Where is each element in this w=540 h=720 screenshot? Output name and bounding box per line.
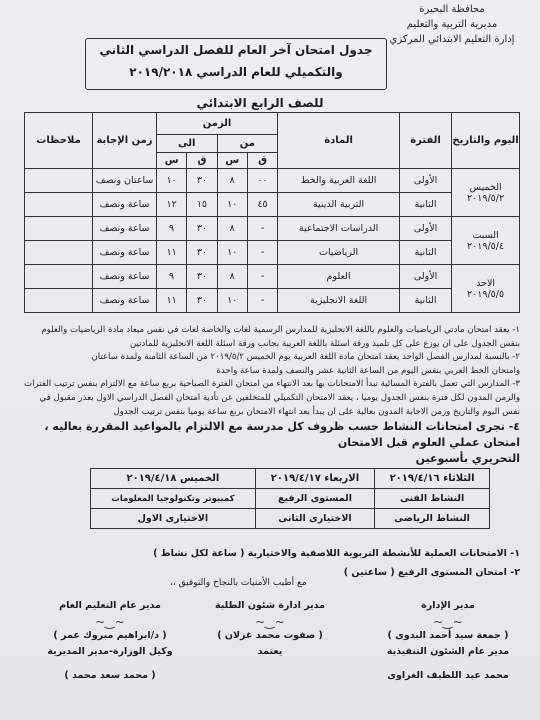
col-to-q: ق [187, 153, 217, 169]
table-row [91, 469, 490, 489]
document-title [85, 38, 387, 90]
to-s-cell: ١٠ [156, 169, 186, 193]
signature-subtitle: مدير عام الشئون التنفيذية [386, 646, 510, 657]
to-q-cell: ٣٠ [187, 265, 217, 289]
activity-cell: الاختيارى الثانى [255, 509, 374, 529]
signature-name-2: ( محمد سعد محمد ) [64, 670, 156, 681]
duration-cell: ساعة ونصف [93, 241, 157, 265]
signature-name: ( صفوت محمد غزلان ) [217, 630, 323, 641]
duration-cell: ساعة ونصف [93, 193, 157, 217]
table-row [25, 265, 520, 289]
subject-cell: العلوم [278, 265, 400, 289]
from-s-cell: ١٠ [217, 241, 247, 265]
col-notes: ملاحظات [25, 113, 93, 169]
signature-title: مدير الإدارة [421, 600, 475, 611]
subject-cell: الدراسات الاجتماعية [278, 217, 400, 241]
table-row [25, 169, 520, 193]
grade-label: للصف الرابع الابتدائي [196, 96, 324, 110]
period-cell: الأولى [399, 265, 451, 289]
exam-table [24, 112, 520, 313]
period-cell: الأولى [399, 217, 451, 241]
note-4: ٤- تجرى امتحانات النشاط حسب ظروف كل مدرسة مع الالتزام بالمواعيد المقررة بعاليه ، امتحان عملي العلوم قبل الامتحان [44, 420, 520, 450]
to-s-cell: ١١ [156, 241, 186, 265]
note-1: ١- يعقد امتحان مادتي الرياضيات والعلوم باللغة الانجليزية للمدارس الرسمية لغات والخاصة لغات في نفس ميعاد مادة الرياضيات والعلوم [41, 325, 520, 335]
duration-cell: ساعة ونصف [93, 217, 157, 241]
period-cell: الثانية [399, 241, 451, 265]
col-to-s: س [156, 153, 186, 169]
item-2: ٢- امتحان المستوى الرفيع ( ساعتين ) [343, 567, 520, 578]
col-day: اليوم والتاريخ [452, 113, 520, 169]
notes-cell [25, 217, 93, 241]
handwritten-signature: ~‿~ [433, 615, 463, 629]
table-row [25, 217, 520, 241]
signature-title: مدير عام التعليم العام [59, 600, 161, 611]
day-cell: الاحد ٢٠١٩/٥/٥ [452, 265, 520, 313]
activities-table [90, 468, 490, 529]
item-1: ١- الامتحانات العملية للأنشطة التربوية اللاصفية والاختيارية ( ساعة لكل نشاط ) [153, 548, 520, 559]
from-q-cell: ٤٥ [247, 193, 277, 217]
from-q-cell: - [247, 241, 277, 265]
signature-subtitle: يعتمد [257, 646, 283, 657]
to-s-cell: ٩ [156, 265, 186, 289]
signature-block-1 [378, 598, 518, 684]
period-cell: الثانية [399, 193, 451, 217]
note-3b: والزمن المدون لكل فترة بنفس الجدول يوميا ، يعقد الامتحان التكميلي للمتخلفين عن تأدية امتحان الفصل الدراسي الاول بعذر مقبول في [39, 392, 520, 403]
from-s-cell: ١٠ [217, 289, 247, 313]
col-from: من [217, 135, 278, 153]
activity-cell: الاختيارى الاول [91, 509, 256, 529]
col-from-q: ق [247, 153, 277, 169]
day-cell: الخميس ٢٠١٩/٥/٢ [452, 169, 520, 217]
to-q-cell: ٣٠ [187, 289, 217, 313]
notes-cell [25, 193, 93, 217]
from-q-cell: - [247, 217, 277, 241]
to-s-cell: ١١ [156, 289, 186, 313]
notes-cell [25, 265, 93, 289]
note-2b: وامتحان الخط العربي بنفس اليوم من الساعة الثانية عشر والنصف ولمدة ساعة واحدة [216, 365, 520, 376]
issuer-header [372, 2, 532, 47]
notes-cell [25, 169, 93, 193]
from-s-cell: ١٠ [217, 193, 247, 217]
table-row [91, 489, 490, 509]
activity-day-3: الخميس ٢٠١٩/٤/١٨ [91, 469, 256, 489]
handwritten-signature: ~‿~ [95, 615, 125, 629]
signature-name-2: محمد عبد اللطيف الغراوى [387, 670, 509, 681]
closing-wish: مع أطيب الأمنيات بالنجاح والتوفيق ،، [170, 578, 307, 588]
note-4b: التحريري بأسبوعين [415, 452, 520, 466]
activity-cell: المستوى الرفيع [255, 489, 374, 509]
col-to: الى [156, 135, 217, 153]
table-row [25, 193, 520, 217]
note-2: ٢- بالنسبة لمدارس الفصل الواحد يعقد امتحان مادة اللغة العربية يوم الخميس ٢٠١٩/٥/٢ من الساعة الثامنة ولمدة ساعتان [91, 352, 520, 363]
activity-day-1: الثلاثاء ٢٠١٩/٤/١٦ [375, 469, 490, 489]
signature-title: مدير ادارة شئون الطلبة [214, 600, 326, 611]
duration-cell: ساعة ونصف [93, 265, 157, 289]
duration-cell: ساعتان ونصف [93, 169, 157, 193]
title-line-1: جدول امتحان آخر العام للفصل الدراسي الثاني [99, 43, 373, 57]
activity-day-2: الاربعاء ٢٠١٩/٤/١٧ [255, 469, 374, 489]
from-q-cell: - [247, 265, 277, 289]
exam-items [30, 544, 520, 582]
governorate: محافظة البحيرة [419, 4, 485, 15]
from-q-cell: ٠٠ [247, 169, 277, 193]
administration: إدارة التعليم الابتدائي المركزي [389, 34, 515, 45]
table-row [25, 289, 520, 313]
notes-cell [25, 289, 93, 313]
title-line-2: والتكميلي للعام الدراسي ٢٠١٩/٢٠١٨ [129, 65, 343, 79]
subject-cell: اللغة العربية والخط [278, 169, 400, 193]
col-subject: المادة [278, 113, 400, 169]
note-3c: نفس اليوم والتاريخ وزمن الاجابة المدون بعالية على ان يبدأ بعد انتهاء الامتحان بربع ساعة يوميا بنفس ترتيب الجدول [113, 406, 520, 417]
directorate: مديرية التربية والتعليم [406, 19, 498, 30]
period-cell: الثانية [399, 289, 451, 313]
notes-cell [25, 241, 93, 265]
activity-cell: كمبيوتر وتكنولوجيا المعلومات [91, 489, 256, 509]
to-s-cell: ١٢ [156, 193, 186, 217]
note-1b: بنفس الجدول على ان يوزع على كل تلميذ ورقة اسئلة باللغة العربية بجانب ورقة اسئلة اللغة الانجليزية للمادتين [130, 338, 520, 349]
subject-cell: التربية الدينية [278, 193, 400, 217]
col-duration: زمن الإجابة [93, 113, 157, 169]
col-from-s: س [217, 153, 247, 169]
from-q-cell: - [247, 289, 277, 313]
to-q-cell: ٣٠ [187, 169, 217, 193]
col-period: الفترة [399, 113, 451, 169]
from-s-cell: ٨ [217, 217, 247, 241]
activity-cell: النشاط الرياضى [375, 509, 490, 529]
to-s-cell: ٩ [156, 217, 186, 241]
day-cell: السبت ٢٠١٩/٥/٤ [452, 217, 520, 265]
table-row [91, 509, 490, 529]
signature-block-3 [30, 598, 190, 684]
handwritten-signature: ~‿~ [255, 615, 285, 629]
signature-subtitle: وكيل الوزارة-مدير المديرية [47, 646, 173, 657]
period-cell: الأولى [399, 169, 451, 193]
activity-cell: النشاط الفنى [375, 489, 490, 509]
duration-cell: ساعة ونصف [93, 289, 157, 313]
note-3: ٣- المدارس التي تعمل بالفترة المسائية تبدأ الامتحانات بها بعد الانتهاء من امتحان الفترة الصباحية بربع ساعة مع الالتزام بنفس ترتيب الفترات [24, 379, 520, 390]
table-row [25, 241, 520, 265]
subject-cell: اللغة الانجليزية [278, 289, 400, 313]
signature-name: ( د/ابراهيم مبروك عمر ) [53, 630, 167, 641]
to-q-cell: ١٥ [187, 193, 217, 217]
to-q-cell: ٣٠ [187, 241, 217, 265]
subject-cell: الرياضيات [278, 241, 400, 265]
from-s-cell: ٨ [217, 265, 247, 289]
notes-section [20, 324, 520, 467]
from-s-cell: ٨ [217, 169, 247, 193]
col-time: الزمن [156, 113, 277, 135]
signature-name: ( جمعة سيد أحمد البدوى ) [387, 630, 509, 641]
to-q-cell: ٣٠ [187, 217, 217, 241]
signature-block-2 [200, 598, 340, 660]
